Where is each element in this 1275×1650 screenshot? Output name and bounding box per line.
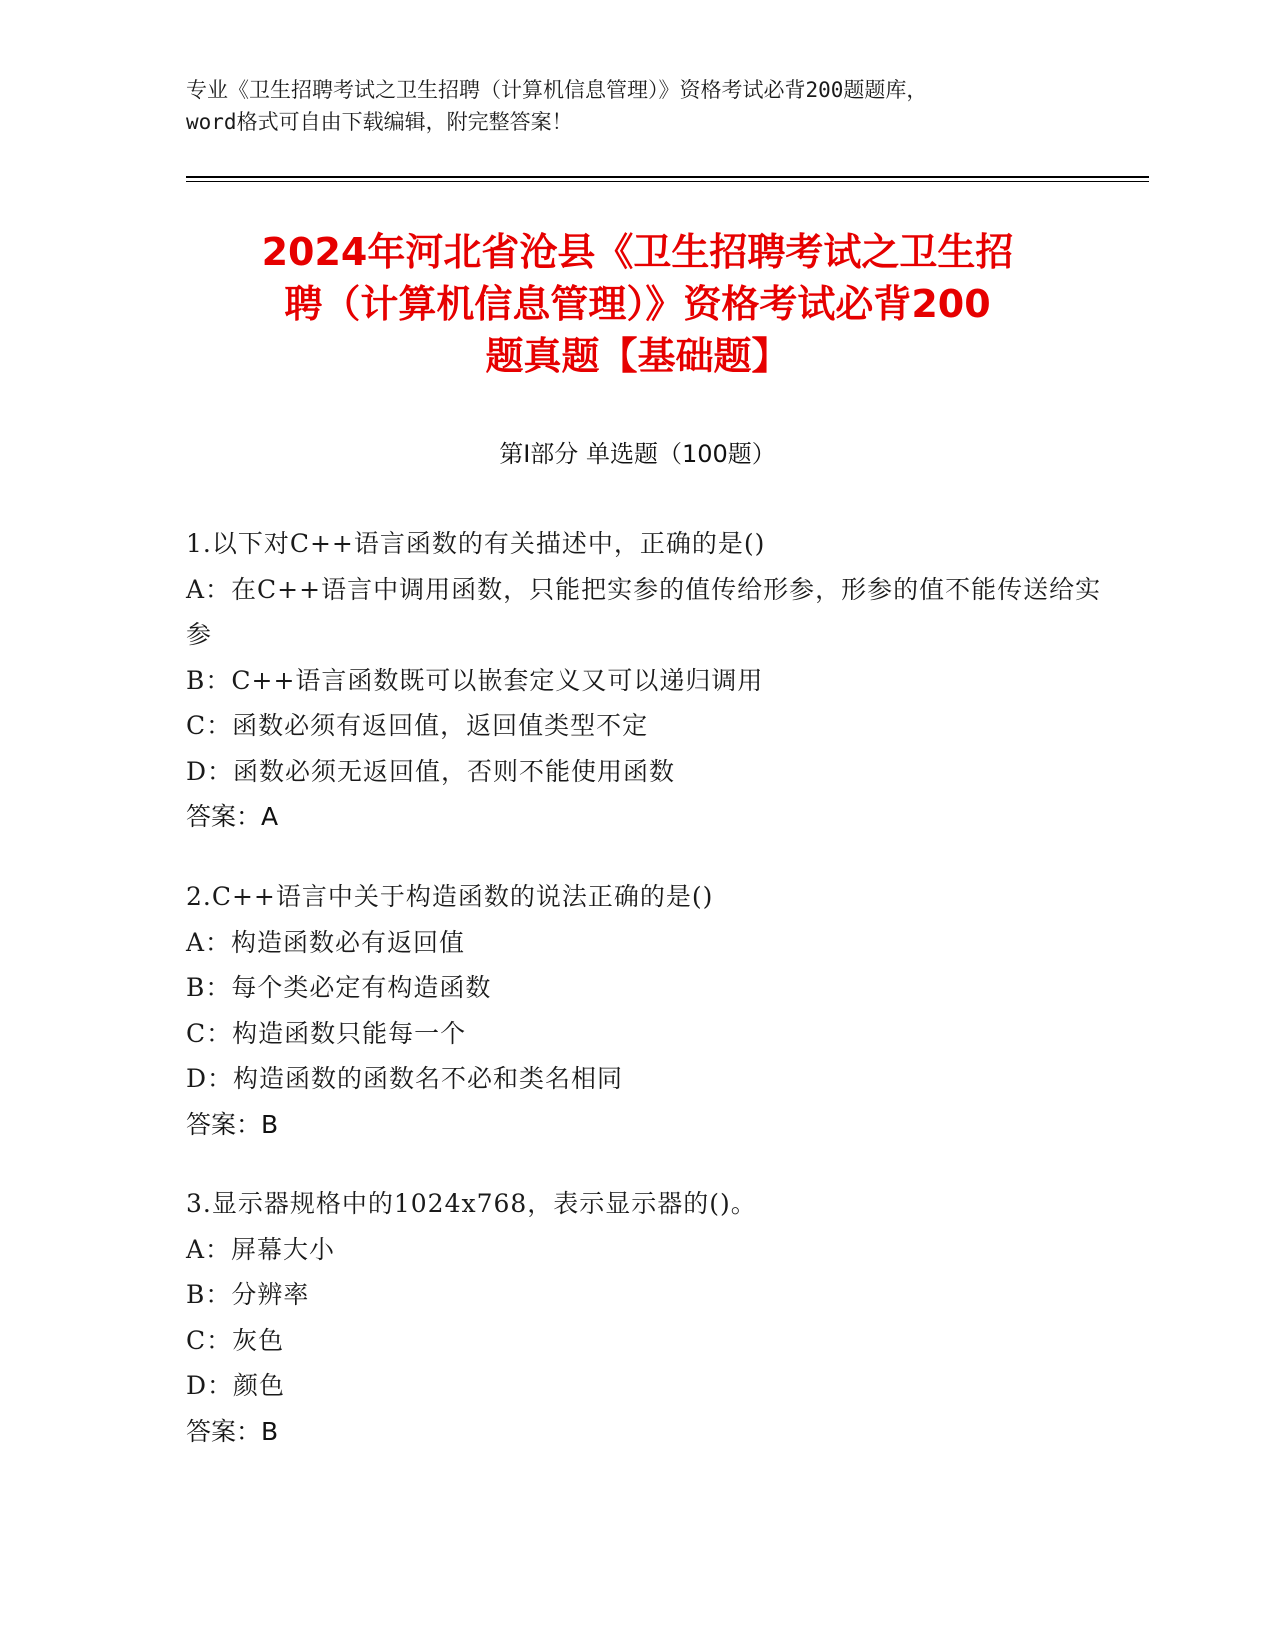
- option-a: A：构造函数必有返回值: [186, 927, 466, 957]
- title-line-1: 2024年河北省沧县《卫生招聘考试之卫生招: [261, 230, 1014, 274]
- answer-label: 答案：B: [186, 1109, 279, 1139]
- option-d: D：函数必须无返回值，否则不能使用函数: [186, 756, 676, 786]
- question-block: [186, 1181, 1106, 1454]
- answer-label: 答案：A: [186, 802, 279, 831]
- header-note: [186, 74, 1086, 138]
- answer-label: 答案：B: [186, 1416, 279, 1446]
- section-heading: 第Ⅰ部分 单选题（100题）: [499, 440, 776, 468]
- question-stem: 3.显示器规格中的1024x768，表示显示器的()。: [186, 1189, 757, 1218]
- option-c: C：构造函数只能每一个: [186, 1018, 467, 1048]
- option-c: C：灰色: [186, 1325, 285, 1355]
- header-note-line-2: word格式可自由下载编辑，附完整答案！: [186, 110, 573, 134]
- title-line-2: 聘（计算机信息管理）》资格考试必背200: [284, 282, 991, 326]
- option-d: D：颜色: [186, 1371, 286, 1400]
- question-block: [186, 874, 1106, 1147]
- option-b: B：C++语言函数既可以嵌套定义又可以递归调用: [186, 665, 764, 695]
- option-a: A：在C++语言中调用函数，只能把实参的值传给形参，形参的值不能传送给实参: [186, 574, 1102, 649]
- option-c: C：函数必须有返回值，返回值类型不定: [186, 711, 649, 740]
- title-line-3: 题真题【基础题】: [485, 334, 790, 378]
- question-stem: 2.C++语言中关于构造函数的说法正确的是(): [186, 882, 714, 911]
- header-divider-thick: [186, 176, 1149, 178]
- option-b: B：每个类必定有构造函数: [186, 973, 492, 1002]
- question-stem: 1.以下对C++语言函数的有关描述中，正确的是(): [186, 529, 766, 558]
- question-block: [186, 521, 1106, 840]
- header-divider-thin: [186, 181, 1149, 182]
- option-a: A：屏幕大小: [186, 1234, 336, 1264]
- document-title: [150, 226, 1125, 382]
- option-d: D：构造函数的函数名不必和类名相同: [186, 1064, 624, 1093]
- option-b: B：分辨率: [186, 1280, 310, 1309]
- header-note-line-1: 专业《卫生招聘考试之卫生招聘（计算机信息管理）》资格考试必背200题题库，: [186, 78, 928, 102]
